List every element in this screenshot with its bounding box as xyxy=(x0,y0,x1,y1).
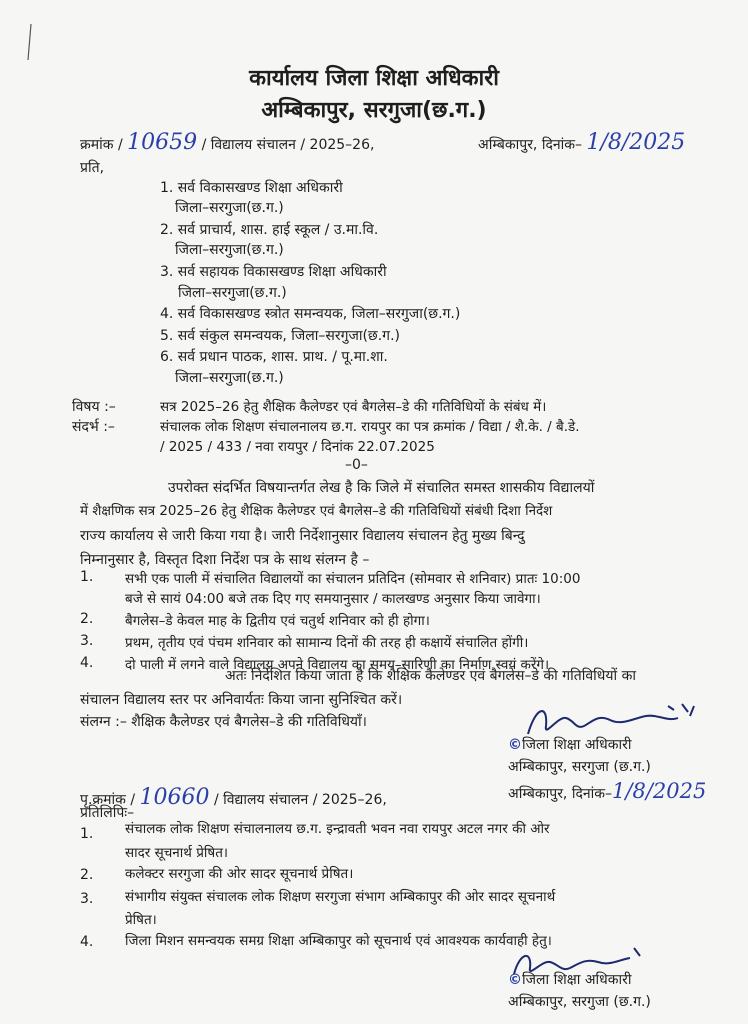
copy-item-3-line-2: प्रेषित। xyxy=(125,912,157,928)
recipient-1: 1. सर्व विकासखण्ड शिक्षा अधिकारी xyxy=(160,180,343,196)
ref-line: क्रमांक / 10659 / विद्यालय संचालन / 2025–26, xyxy=(80,130,375,155)
closing-line-1: अतः निर्देशित किया जाता है कि शैक्षिक कैलेण्डर एवं बैगलेस–डे की गतिविधियों का xyxy=(225,668,636,684)
copy-label: प्रतिलिपिः– xyxy=(80,805,135,821)
date-handwritten: 1/8/2025 xyxy=(586,130,686,155)
body-line-1: उपरोक्त संदर्भित विषयान्तर्गत लेख है कि जिले में संचालित समस्त शासकीय विद्यालयों xyxy=(168,480,595,496)
signature-1-designation: ©जिला शिक्षा अधिकारी xyxy=(508,737,632,753)
copy-item-1-line-1: संचालक लोक शिक्षण संचालनालय छ.ग. इन्द्रावती भवन नवा रायपुर अटल नगर की ओर xyxy=(125,821,550,837)
signature-2-place: अम्बिकापुर, सरगुजा (छ.ग.) xyxy=(508,994,651,1010)
copy-item-1-line-2: सादर सूचनार्थ प्रेषित। xyxy=(125,845,229,861)
reference-line-1: संचालक लोक शिक्षण संचालनालय छ.ग. रायपुर का पत्र क्रमांक / विद्या / शै.के. / बै.डे. xyxy=(160,419,580,435)
copy-kramank-handwritten: 10660 xyxy=(139,785,210,810)
copy-item-4-number: 4. xyxy=(80,934,94,950)
copy-item-2-number: 2. xyxy=(80,867,94,883)
copy-kramank-line: पृ.क्रमांक / 10660 / विद्यालय संचालन / 2025–26, xyxy=(80,785,387,810)
copy-item-1-number: 1. xyxy=(80,826,94,842)
point-3-number: 3. xyxy=(80,633,94,649)
signature-1-date: अम्बिकापुर, दिनांक–1/8/2025 xyxy=(508,779,707,803)
signature-1-date-handwritten: 1/8/2025 xyxy=(612,779,707,803)
recipient-5: 5. सर्व संकुल समन्वयक, जिला–सरगुजा(छ.ग.) xyxy=(160,328,400,344)
point-1-line-2: बजे से सायं 04:00 बजे तक दिए गए समयानुसार / कालखण्ड अनुसार किया जावेगा। xyxy=(125,591,541,607)
recipient-6: 6. सर्व प्रधान पाठक, शास. प्राथ. / पू.मा.शा. xyxy=(160,349,388,365)
separator: –0– xyxy=(345,457,368,473)
recipient-6-district: जिला–सरगुजा(छ.ग.) xyxy=(175,370,284,386)
closing-line-2: संचालन विद्यालय स्तर पर अनिवार्यतः किया जाना सुनिश्चित करें। xyxy=(80,692,403,708)
recipient-1-district: जिला–सरगुजा(छ.ग.) xyxy=(175,200,284,216)
point-1-number: 1. xyxy=(80,569,94,585)
recipient-3: 3. सर्व सहायक विकासखण्ड शिक्षा अधिकारी xyxy=(160,264,387,280)
subject-text: सत्र 2025–26 हेतु शैक्षिक कैलेण्डर एवं बैगलेस–डे की गतिविधियों के संबंध में। xyxy=(160,399,547,415)
kramank-label: क्रमांक xyxy=(80,137,114,153)
signature-1-place: अम्बिकापुर, सरगुजा (छ.ग.) xyxy=(508,759,651,775)
signature-2-designation: ©जिला शिक्षा अधिकारी xyxy=(508,972,632,988)
copy-item-4-text: जिला मिशन समन्वयक समग्र शिक्षा अम्बिकापुर को सूचनार्थ एवं आवश्यक कार्यवाही हेतु। xyxy=(125,933,552,949)
office-location: अम्बिकापुर, सरगुजा(छ.ग.) xyxy=(261,98,487,123)
reference-line-2: / 2025 / 433 / नवा रायपुर / दिनांक 22.07.2025 xyxy=(160,439,435,455)
point-4-text: दो पाली में लगने वाले विद्यालय अपने विद्यालय का समय–सारिणी का निर्माण स्वयं करेंगे। xyxy=(125,657,550,673)
copy-item-2-text: कलेक्टर सरगुजा की ओर सादर सूचनार्थ प्रेषित। xyxy=(125,866,354,882)
point-3-text: प्रथम, तृतीय एवं पंचम शनिवार को सामान्य दिनों की तरह ही कक्षायें संचालित होंगी। xyxy=(125,635,529,651)
body-line-2: में शैक्षणिक सत्र 2025–26 हेतु शैक्षिक कैलेण्डर एवं बैगलेस–डे की गतिविधियों संबंधी दिशा निर्देश xyxy=(80,504,553,519)
body-line-4: निम्नानुसार है, विस्तृत दिशा निर्देश पत्र के साथ संलग्न है – xyxy=(80,552,370,568)
kramank-number-handwritten: 10659 xyxy=(127,130,198,155)
recipient-2-district: जिला–सरगुजा(छ.ग.) xyxy=(175,242,284,258)
subject-label: विषय :– xyxy=(72,399,116,415)
body-line-3: राज्य कार्यालय से जारी किया गया है। जारी निर्देशानुसार विद्यालय संचालन हेतु मुख्य बिन्दु xyxy=(80,528,525,544)
enclosure-line: संलग्न :– शैक्षिक कैलेण्डर एवं बैगलेस–डे की गतिविधियॉं। xyxy=(80,714,367,730)
point-4-number: 4. xyxy=(80,655,94,671)
office-title: कार्यालय जिला शिक्षा अधिकारी xyxy=(249,66,499,91)
pen-stroke-mark xyxy=(26,22,34,62)
recipient-2: 2. सर्व प्राचार्य, शास. हाई स्कूल / उ.मा.वि. xyxy=(160,222,379,238)
date-label: अम्बिकापुर, दिनांक– xyxy=(478,137,583,153)
prati-salutation: प्रति, xyxy=(80,160,105,176)
reference-label: संदर्भ :– xyxy=(72,419,115,435)
copy-item-3-line-1: संभागीय संयुक्त संचालक लोक शिक्षण सरगुजा संभाग अम्बिकापुर की ओर सादर सूचनार्थ xyxy=(125,889,556,905)
date-line xyxy=(478,130,685,155)
recipient-4: 4. सर्व विकासखण्ड स्त्रोत समन्वयक, जिला–सरगुजा(छ.ग.) xyxy=(160,306,461,322)
kramank-suffix: विद्यालय संचालन / 2025–26, xyxy=(210,137,375,153)
point-2-number: 2. xyxy=(80,611,94,627)
point-2-text: बैगलेस–डे केवल माह के द्वितीय एवं चतुर्थ शनिवार को ही होगा। xyxy=(125,613,430,629)
copy-item-3-number: 3. xyxy=(80,891,94,907)
point-1-line-1: सभी एक पाली में संचालित विद्यालयों का संचालन प्रतिदिन (सोमवार से शनिवार) प्रातः 10:00 xyxy=(125,571,581,587)
recipient-3-district: जिला–सरगुजा(छ.ग.) xyxy=(178,285,287,301)
